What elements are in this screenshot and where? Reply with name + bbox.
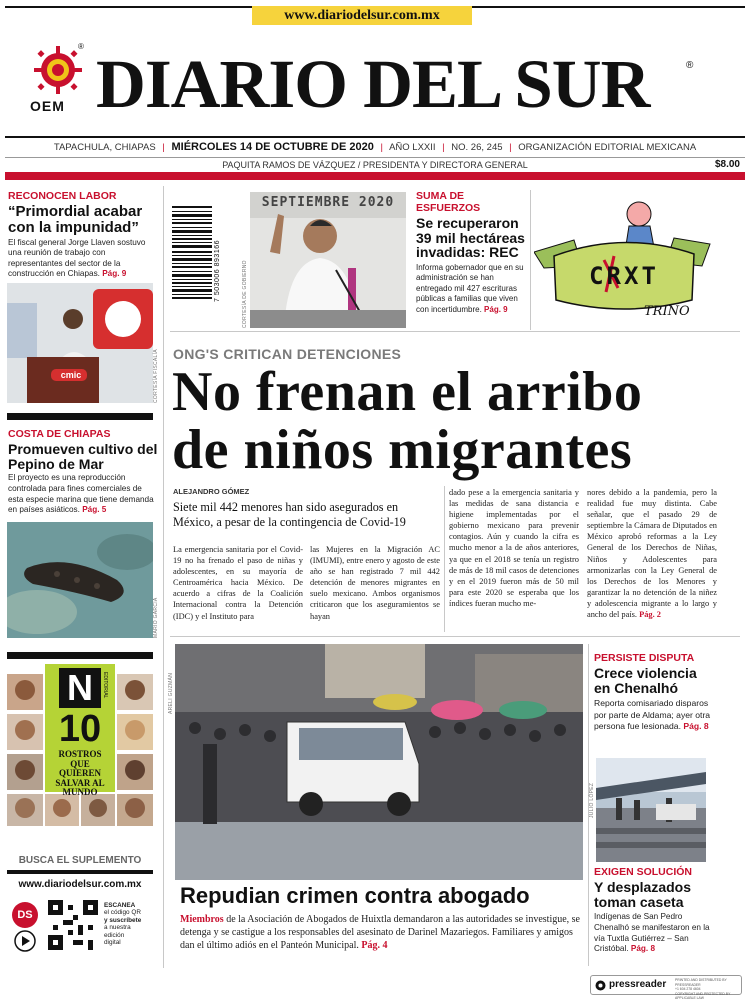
funeral-photo — [175, 644, 583, 880]
main-col-2: las Mujeres en la Migración AC (IMUMI), entre enero y agosto de este año se han registrado 7 mil 442 detención de menores migrantes en suelo mexicano. Ambos organismos criticaron que los aseguramientos se hayan — [310, 545, 440, 621]
headline: Se recuperaron 39 mil hectáreas invadidas: REC — [416, 215, 525, 261]
newspaper-title: DIARIO DEL SUR — [96, 46, 650, 122]
fiscal-photo — [7, 283, 153, 403]
supplement-promo[interactable] — [7, 664, 153, 870]
left-story-1[interactable] — [8, 190, 158, 280]
photo-credit: MARIO GARCÍA — [153, 597, 159, 638]
photo-credit: CORTESÍA FISCALÍA — [153, 349, 159, 403]
lead-word: Miembros — [180, 914, 224, 925]
headline: Y desplazados toman caseta — [594, 879, 692, 910]
promo-cta[interactable]: BUSCA EL SUPLEMENTO — [18, 855, 142, 866]
summary: El proyecto es una reproducción controlada para fines comerciales de esta especie marina que tiene demanda en países asiáticos. Pág. 5 — [8, 473, 154, 515]
left-divider-bar-1 — [7, 413, 153, 420]
caseta-photo — [596, 758, 706, 862]
photo-credit: JULIO LÓPEZ — [589, 782, 595, 818]
page-ref[interactable]: Pág. 2 — [639, 610, 661, 620]
page-ref[interactable]: Pág. 9 — [484, 304, 508, 314]
main-col-1: La emergencia sanitaria por el Covid-19 no ha frenado el paso de niñas y adolescentes, en su mayoría de Centroamérica hacia México. De acuerdo a cifras de la Coalición Internacional contra la Detención (IDC) y el Instituto para — [173, 545, 303, 621]
dateline-rule-mid — [5, 157, 745, 158]
right-story-2[interactable] — [594, 866, 716, 955]
top-band-rule — [170, 331, 740, 332]
main-col-3: dado pese a la emergencia sanitaria y las medidas de sana distancia e higiene implementadas por el gobierno mexicano para prevenir contagios. Aún y cuando la cifra es mucho menor a la de años anteriores, ya que en el 2018 se tenía un registro de más de 18 mil casos de detenciones y en el 2019 fueron más de 50 mil para este 2020 se esperaba que los índices fueran mucho me- — [449, 488, 579, 608]
promo-number: 10 — [58, 708, 102, 750]
price: $8.00 — [714, 159, 740, 170]
page-ref[interactable]: Pág. 9 — [102, 269, 127, 279]
main-col-4: nores debido a la pandemia, pero la realidad fue muy distinta. Cabe señalar, que el pasado 29 de septiembre la Cámara de Diputados en México aprobó reformas a la Ley General de los Derechos de Niñas, Niños y Adolescentes para armonizarlas con la Ley General de los Derechos de los Menores y garantizar la no detención de la niñez y adolescencia migrante a lo largo y ancho del país. Pág. 2 — [587, 488, 717, 620]
top-band-story[interactable] — [416, 190, 526, 315]
right-story-1[interactable] — [594, 652, 716, 732]
cartoon — [534, 196, 714, 330]
page-ref[interactable]: Pág. 8 — [683, 720, 709, 731]
promo-lines: ROSTROS QUE QUIEREN SALVAR AL MUNDO — [55, 749, 105, 797]
kicker: RECONOCEN LABOR — [8, 190, 117, 202]
main-headline-line2: de niños migrantes — [172, 419, 633, 481]
page-ref[interactable]: Pág. 5 — [82, 505, 107, 515]
summary: Indígenas de San Pedro Chenalhó se manifestaron en la vía Tuxtla Gutiérrez – San Cristóbal. Pág. 8 — [594, 912, 710, 954]
photo-banner-text: SEPTIEMBRE 2020 — [261, 195, 395, 210]
main-bottom-rule — [170, 636, 740, 637]
footer-url[interactable]: www.diariodelsur.com.mx — [18, 879, 142, 890]
kicker: SUMA DE ESFUERZOS — [416, 190, 481, 214]
podium-logo: cmic — [60, 370, 82, 380]
summary: Informa gobernador que en su administración se han entregado mil 427 escrituras públicas a familias que viven con incertidumbre. Pág. 9 — [416, 263, 524, 314]
page-ref[interactable]: Pág. 4 — [361, 939, 388, 951]
oem-wordmark: OEM — [30, 98, 65, 114]
kicker: PERSISTE DISPUTA — [594, 652, 695, 664]
governor-photo — [250, 192, 406, 328]
dateline-org: ORGANIZACIÓN EDITORIAL MEXICANA — [518, 142, 697, 153]
kicker: COSTA DE CHIAPAS — [8, 428, 111, 440]
left-divider-bar-2 — [7, 652, 153, 659]
main-byline: ALEJANDRO GÓMEZ — [173, 487, 250, 496]
promo-logo-side: EDITORIAL — [102, 672, 108, 699]
main-kicker: ONG'S CRITICAN DETENCIONES — [173, 346, 402, 362]
dateline-city: TAPACHULA, CHIAPAS — [53, 142, 156, 153]
headline: “Primordial acabar con la impunidad” — [8, 203, 143, 236]
dateline-rule-top — [5, 136, 745, 138]
headline: Promueven cultivo del Pepino de Mar — [8, 441, 158, 472]
main-headline-line1: No frenan el arribo — [172, 361, 643, 423]
left-story-2[interactable] — [8, 428, 158, 516]
masthead — [0, 0, 750, 185]
barcode-icon — [172, 206, 212, 302]
barcode — [172, 206, 228, 304]
header-red-bar — [5, 172, 745, 180]
bottom-body: Miembros de la Asociación de Abogados de Huixtla demandaron a las autoridades se investigue, se detenga y se castigue a los responsables del asesinato de Darinel Mazariegos. Familiares y amigos dan el último adiós en el Panteón Municipal. Pág. 4 — [180, 914, 580, 951]
summary: El fiscal general Jorge Llaven sostuvo una reunión de trabajo con representantes del sector de la construcción en Chiapas. Pág. 9 — [8, 237, 146, 279]
cartoon-signature: TRINO — [644, 304, 690, 319]
barcode-digits: 7 503006 893166 — [214, 240, 221, 302]
promo-logo-block — [59, 668, 101, 708]
play-icon[interactable] — [12, 930, 38, 952]
director-line: PAQUITA RAMOS DE VÁZQUEZ / PRESIDENTA Y DIRECTORA GENERAL — [222, 160, 528, 170]
left-column-divider — [163, 186, 164, 968]
cartoon-sign: CRXT — [589, 262, 659, 290]
page-ref[interactable]: Pág. 8 — [630, 944, 655, 954]
cartoon-divider — [530, 190, 531, 330]
dateline-date: MIÉRCOLES 14 DE OCTUBRE DE 2020 — [171, 141, 374, 153]
registered-mark: ® — [78, 42, 84, 51]
qr-code[interactable] — [48, 900, 98, 950]
dateline: TAPACHULA, CHIAPAS | MIÉRCOLES 14 DE OCTUBRE DE 2020 | AÑO LXXII | NO. 26, 245 | ORGANIZACIÓN EDITORIAL MEXICANA — [53, 141, 697, 153]
bottom-headline: Repudian crimen contra abogado — [180, 883, 530, 908]
pressreader-label: pressreader — [609, 979, 667, 990]
photo-credit: CORTESÍA DE GOBIERNO — [242, 260, 248, 328]
summary: Reporta comisariado disparos por parte de Aldama; ayer otra persona fue lesionada. Pág. 8 — [594, 698, 711, 731]
qr-caption: ESCANEA el código QR y suscríbete a nuestra edición digital — [104, 902, 142, 947]
pressreader-footer[interactable] — [590, 975, 742, 1001]
headline: Crece violencia en Chenalhó — [594, 665, 697, 696]
kicker: EXIGEN SOLUCIÓN — [594, 866, 693, 878]
website-url-banner[interactable]: www.diariodelsur.com.mx — [252, 6, 472, 25]
main-lede: Siete mil 442 menores han sido asegurados en México, a pesar de la contingencia de Covid-19 — [173, 500, 406, 529]
pressreader-tag: PRINTED AND DISTRIBUTED BY PRESSREADER +1 604 278 4604 COPYRIGHT AND PROTECTED BY APPLICABLE LAW — [675, 978, 731, 1001]
promo-logo-letter: N — [67, 667, 93, 708]
dateline-number: NO. 26, 245 — [451, 142, 503, 153]
title-registered-mark: ® — [686, 60, 694, 71]
dateline-year: AÑO LXXII — [389, 142, 436, 153]
photo-credit: ARELI GUZMÁN — [168, 672, 174, 714]
sea-cucumber-photo — [7, 522, 153, 638]
left-divider-bar-3 — [7, 870, 153, 874]
oem-logo — [28, 42, 92, 114]
pressreader-icon — [595, 980, 606, 991]
qr-code-icon — [48, 900, 98, 950]
ds-badge[interactable]: DS — [12, 902, 38, 928]
col-divider — [444, 486, 445, 632]
